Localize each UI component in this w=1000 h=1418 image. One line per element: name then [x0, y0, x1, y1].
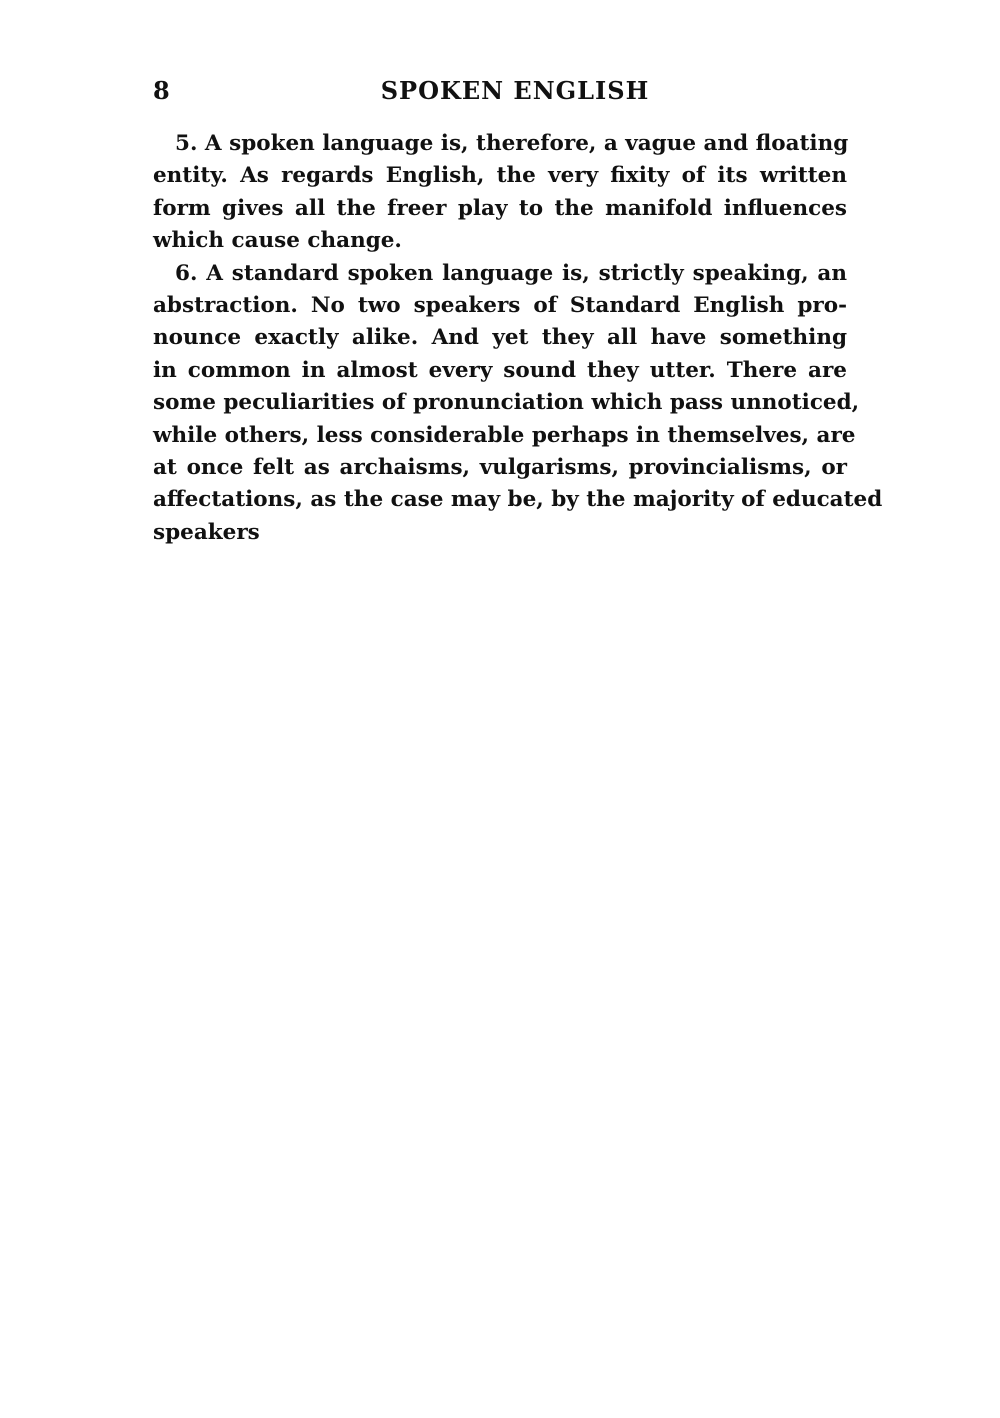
- text-line: which cause change.: [153, 228, 402, 254]
- paragraph-5: [153, 128, 847, 258]
- text-line: some peculiarities of pronunciation which pass unnoticed,: [153, 390, 860, 416]
- text-line: 5. A spoken language is, therefore, a vague and floating: [175, 131, 849, 156]
- body-text: [153, 128, 883, 549]
- text-line: in common in almost every sound they utter. There are: [153, 357, 847, 383]
- text-line: entity. As regards English, the very fixity of its written: [153, 163, 847, 189]
- text-line: speakers: [153, 519, 260, 545]
- text-line: form gives all the freer play to the manifold influences: [153, 195, 847, 221]
- running-head: [153, 76, 847, 110]
- text-line: abstraction. No two speakers of Standard English pro-: [153, 293, 847, 319]
- paragraph-6: [153, 258, 883, 550]
- text-line: affectations, as the case may be, by the majority of educated: [153, 487, 883, 513]
- text-line: while others, less considerable perhaps in themselves, are: [153, 422, 856, 448]
- text-line: at once felt as archaisms, vulgarisms, provincialisms, or: [153, 455, 847, 481]
- text-line: 6. A standard spoken language is, strictly speaking, an: [175, 260, 847, 286]
- running-title: SPOKEN ENGLISH: [380, 76, 650, 105]
- text-line: nounce exactly alike. And yet they all have something: [153, 325, 847, 351]
- page-number: 8: [153, 76, 170, 105]
